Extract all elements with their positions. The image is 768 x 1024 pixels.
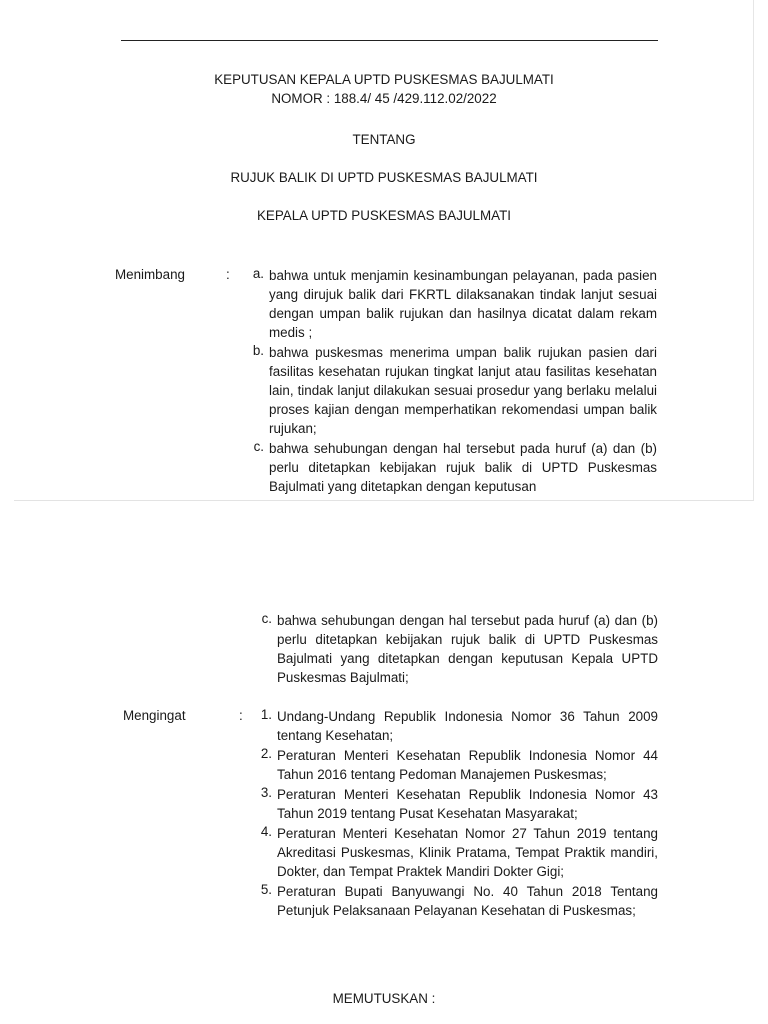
decree-title: KEPUTUSAN KEPALA UPTD PUSKESMAS BAJULMATI [214,72,554,87]
decree-number: NOMOR : 188.4/ 45 /429.112.02/2022 [271,91,497,106]
menimbang-list [244,266,657,497]
menimbang-colon: : [226,267,230,282]
tentang-heading: TENTANG [352,132,416,147]
list-item-text: bahwa sehubungan dengan hal tersebut pada huruf (a) dan (b) perlu ditetapkan kebijakan rujuk balik di UPTD Puskesmas Bajulmati yang ditetapkan dengan keputusan [269,441,657,494]
list-item [252,882,658,920]
decree-subject: RUJUK BALIK DI UPTD PUSKESMAS BAJULMATI [230,170,538,185]
list-marker: 5. [260,882,272,897]
list-item [252,824,658,881]
document-page-2 [0,501,768,1024]
list-item-text: Peraturan Menteri Kesehatan Nomor 27 Tahun 2019 tentang Akreditasi Puskesmas, Klinik Pratama, Tempat Praktik mandiri, Dokter, dan Tempat Praktek Mandiri Dokter Gigi; [277,826,658,879]
header-rule [121,40,658,41]
list-marker: c. [261,611,272,626]
list-item-text: bahwa sehubungan dengan hal tersebut pada huruf (a) dan (b) perlu ditetapkan kebijakan rujuk balik di UPTD Puskesmas Bajulmati yang ditetapkan dengan keputusan Kepala UPTD Puskesmas Bajulmati; [277,613,658,685]
list-marker: c. [253,439,264,454]
list-item [252,746,658,784]
mengingat-list [252,707,658,921]
list-item [252,707,658,745]
list-item [252,611,658,687]
list-marker: b. [252,343,264,358]
list-marker: 1. [260,707,272,722]
list-item-text: Peraturan Bupati Banyuwangi No. 40 Tahun 2018 Tentang Petunjuk Pelaksanaan Pelayanan Kesehatan di Puskesmas; [277,884,658,918]
list-item-text: Peraturan Menteri Kesehatan Republik Indonesia Nomor 44 Tahun 2016 tentang Pedoman Manajemen Puskesmas; [277,748,658,782]
mengingat-colon: : [239,708,243,723]
document-page-1 [0,0,768,500]
page-1-content [0,0,768,500]
list-item-text: bahwa puskesmas menerima umpan balik rujukan pasien dari fasilitas kesehatan rujukan tingkat lanjut atau fasilitas kesehatan lain, tindak lanjut dilakukan sesuai prosedur yang berlaku melalui proses kajian dengan memperhatikan rekomendasi umpan balik rujukan; [269,345,657,436]
menimbang-label: Menimbang [115,267,185,282]
memutuskan-heading: MEMUTUSKAN : [332,991,436,1006]
list-marker: 2. [260,746,272,761]
list-marker: 4. [260,824,272,839]
mengingat-label: Mengingat [123,708,186,723]
list-marker: a. [252,266,264,281]
list-marker: 3. [260,785,272,800]
list-item-text: bahwa untuk menjamin kesinambungan pelayanan, pada pasien yang dirujuk balik dari FKRTL dilaksanakan tindak lanjut sesuai dengan umpan balik rujukan dan hasilnya dicatat dalam rekam medis ; [269,268,657,340]
list-item [244,343,657,438]
issuing-authority: KEPALA UPTD PUSKESMAS BAJULMATI [257,208,511,223]
list-item [252,785,658,823]
list-item-text: Peraturan Menteri Kesehatan Republik Indonesia Nomor 43 Tahun 2019 tentang Pusat Kesehatan Masyarakat; [277,787,658,821]
list-item [244,439,657,496]
list-item-text: Undang-Undang Republik Indonesia Nomor 36 Tahun 2009 tentang Kesehatan; [277,709,658,743]
list-item [244,266,657,342]
menimbang-continued-list [252,611,658,688]
